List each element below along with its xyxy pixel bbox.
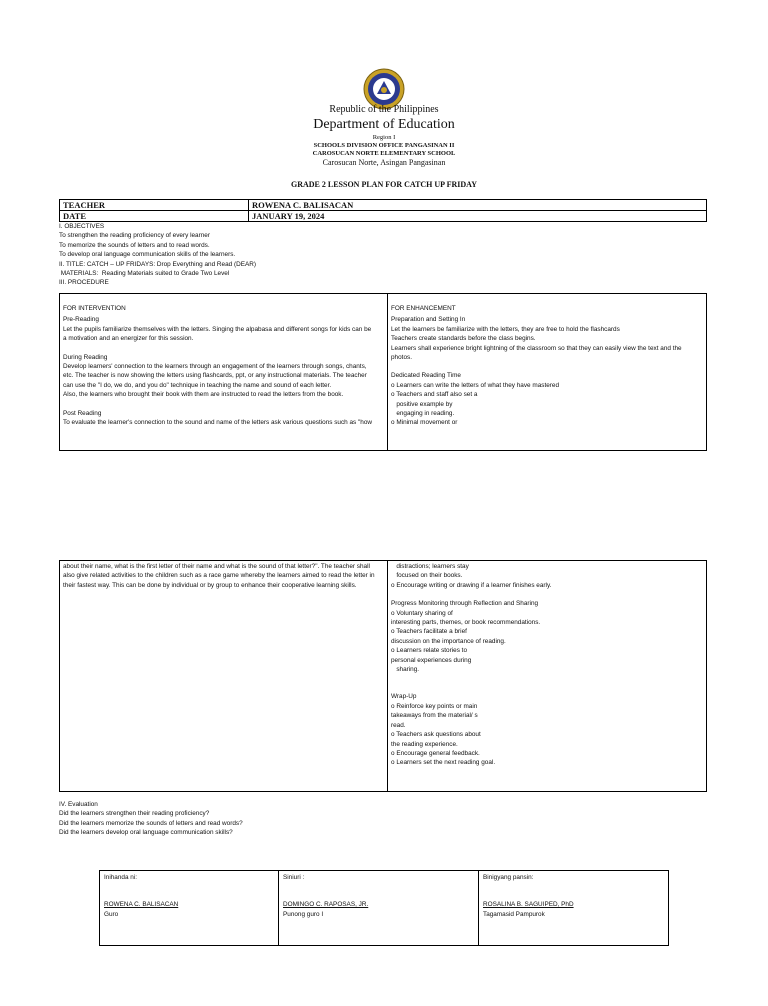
line: Wrap-Up: [391, 693, 417, 701]
line: a motivation and an energizer for this session.: [63, 335, 194, 343]
signature-label: Siniuri :: [283, 874, 305, 881]
signature-table: [99, 870, 669, 946]
line: o Voluntary sharing of: [391, 609, 453, 617]
line: Learners shall experience bright lightning of the classroom so that they can easily view the text and the: [391, 344, 682, 352]
column-divider: [278, 871, 279, 945]
column-divider: [387, 561, 388, 791]
line: their fastest way. This can be done by individual or by group to enhance their cooperative learning skills.: [63, 581, 357, 589]
line: o Encourage writing or drawing if a learner finishes early.: [391, 581, 552, 589]
date-label: DATE: [60, 211, 249, 222]
evaluation-heading: IV. Evaluation: [59, 801, 98, 808]
line: o Learners can write the letters of what they have mastered: [391, 381, 560, 389]
line: o Learners relate stories to: [391, 647, 468, 655]
department-title: Department of Education: [313, 117, 455, 132]
republic-line: Republic of the Philippines: [329, 104, 439, 115]
enhancement-header: FOR ENHANCEMENT: [391, 305, 456, 312]
teacher-info-table: [59, 199, 707, 222]
line: positive example by: [391, 400, 453, 408]
line: interesting parts, themes, or book recommendations.: [391, 619, 541, 627]
line: focused on their books.: [391, 572, 463, 580]
line: o Learners set the next reading goal.: [391, 759, 496, 767]
signature-role: Tagamasid Pampurok: [483, 910, 545, 918]
line: Let the learners be familiarize with the letters, they are free to hold the flashcards: [391, 325, 620, 333]
line: discussion on the importance of reading.: [391, 637, 506, 645]
line: engaging in reading.: [391, 410, 455, 418]
line: o Teachers and staff also set a: [391, 391, 478, 399]
line: Develop learners' connection to the learners through an engagement of the learners through songs, chants,: [63, 363, 367, 371]
signature-label: Inihanda ni:: [104, 874, 138, 881]
address-line: Carosucan Norte, Asingan Pangasinan: [322, 158, 446, 167]
evaluation-item: Did the learners develop oral language communication skills?: [59, 829, 233, 837]
line: Post Reading: [63, 409, 102, 417]
date-value: JANUARY 19, 2024: [249, 211, 707, 222]
line: Pre-Reading: [63, 316, 99, 324]
signature-label: Binigyang pansin:: [483, 874, 534, 881]
line: photos.: [391, 354, 412, 362]
signature-role: Guro: [104, 910, 119, 918]
line: o Minimal movement or: [391, 419, 458, 427]
line: can use the "I do, we do, and you do" technique in teaching the name and sound of each letter.: [63, 381, 332, 389]
division-line: SCHOOLS DIVISION OFFICE PANGASINAN II: [313, 142, 455, 149]
line: personal experiences during: [391, 656, 472, 664]
objective-item: To strengthen the reading proficiency of every learner: [59, 232, 210, 240]
objectives-heading: I. OBJECTIVES: [59, 223, 105, 230]
line: To evaluate the learner's connection to the sound and name of the letters ask various questions such as "how: [63, 419, 373, 427]
school-line: CAROSUCAN NORTE ELEMENTARY SCHOOL: [312, 150, 456, 157]
intervention-column: [63, 304, 385, 427]
signature-checked: [283, 873, 368, 919]
intervention-header: FOR INTERVENTION: [63, 305, 126, 312]
signature-prepared: [104, 873, 178, 919]
line: takeaways from the material/ s: [391, 712, 478, 720]
line: Preparation and Setting In: [391, 316, 466, 324]
line: distractions; learners stay: [391, 563, 469, 570]
line: Teachers create standards before the class begins.: [391, 335, 536, 343]
evaluation-item: Did the learners memorize the sounds of letters and read words?: [59, 819, 243, 827]
teacher-label: TEACHER: [60, 200, 249, 211]
enhancement-column: [391, 304, 705, 428]
line: sharing.: [391, 666, 420, 674]
evaluation-section: [59, 800, 243, 838]
teacher-value: ROWENA C. BALISACAN: [249, 200, 707, 211]
line: o Encourage general feedback.: [391, 749, 480, 757]
procedure-table-continued: [59, 560, 707, 792]
line: about their name, what is the first letter of their name and what is the sound of that letter?". The teacher shall: [63, 563, 370, 570]
lesson-plan-title: GRADE 2 LESSON PLAN FOR CATCH UP FRIDAY: [290, 180, 478, 189]
procedure-heading: III. PROCEDURE: [59, 279, 109, 287]
line: etc. The teacher is now showing the letters using flashcards, ppt, or any instructional materials. The teacher: [63, 372, 367, 380]
column-divider: [478, 871, 479, 945]
title-line: II. TITLE: CATCH – UP FRIDAYS: Drop Everything and Read (DEAR): [59, 260, 256, 268]
line: read.: [391, 721, 406, 729]
line: Also, the learners who brought their book with them are instructed to read the letters from the book.: [63, 391, 344, 399]
region-line: Region I: [372, 134, 396, 141]
objective-item: To develop oral language communication skills of the learners.: [59, 251, 236, 259]
line: also give related activities to the children such as a race game whereby the learners aimed to read the letter in: [63, 572, 375, 580]
line: o Reinforce key points or main: [391, 702, 478, 710]
line: Progress Monitoring through Reflection and Sharing: [391, 600, 539, 608]
intervention-column-continued: [63, 562, 385, 590]
objectives-section: [59, 222, 256, 288]
signature-noted: [483, 873, 574, 919]
signature-name: DOMINGO C. RAPOSAS, JR.: [283, 901, 369, 909]
signature-role: Punong guro I: [283, 910, 324, 918]
signature-name: ROSALINA B. SAGUIPED, PhD: [483, 901, 574, 909]
line: o Teachers ask questions about: [391, 731, 481, 739]
evaluation-item: Did the learners strengthen their reading proficiency?: [59, 810, 210, 818]
column-divider: [387, 294, 388, 450]
materials-line: MATERIALS: Reading Materials suited to Grade Two Level: [59, 270, 230, 278]
line: Let the pupils familiarize themselves with the letters. Singing the alpabasa and different songs for kids can be: [63, 325, 372, 333]
line: Dedicated Reading Time: [391, 372, 461, 380]
line: the reading experience.: [391, 740, 458, 748]
line: o Teachers facilitate a brief: [391, 628, 467, 636]
procedure-table: [59, 293, 707, 451]
signature-name: ROWENA C. BALISACAN: [104, 901, 179, 909]
enhancement-column-continued: [391, 562, 705, 768]
objective-item: To memorize the sounds of letters and to read words.: [59, 241, 210, 249]
line: During Reading: [63, 353, 108, 361]
